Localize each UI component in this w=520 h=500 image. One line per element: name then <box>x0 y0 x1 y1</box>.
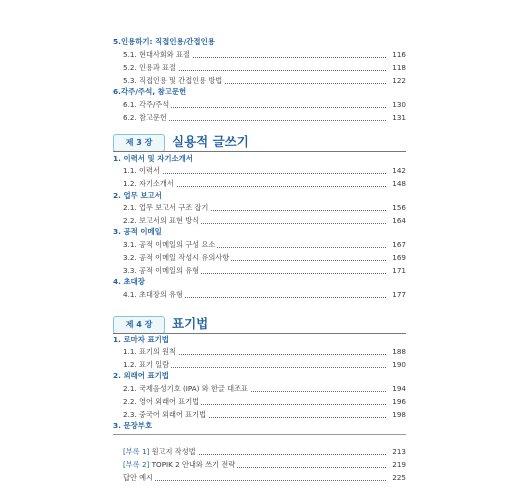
appendix-title: 답안 예시 <box>123 473 154 482</box>
toc-entry[interactable] <box>123 360 406 370</box>
entry-title: 1.1. 이력서 <box>123 166 160 175</box>
section-heading: 3. 문장부호 <box>113 421 153 430</box>
chapter-4-header <box>113 315 406 335</box>
entry-page: 188 <box>392 347 406 356</box>
entry-title: 5.3. 직접인용 및 간접인용 방법 <box>123 76 223 85</box>
entry-page: 169 <box>392 253 406 262</box>
entry-title <box>123 460 237 470</box>
toc-entry[interactable] <box>123 63 406 73</box>
chapter-title: 실용적 글쓰기 <box>172 134 249 149</box>
entry-page: 131 <box>392 113 406 122</box>
entry-title: 3.2. 공적 이메일 작성시 유의사항 <box>123 253 230 262</box>
entry-page: 194 <box>392 384 406 393</box>
entry-title <box>123 473 155 483</box>
chapter-badge: 제 4 장 <box>113 316 165 334</box>
entry-page: 156 <box>392 203 406 212</box>
toc-entry[interactable] <box>123 384 406 394</box>
chapter-divider <box>113 151 406 152</box>
chapter-title: 표기법 <box>172 316 209 331</box>
dot-leader <box>123 173 386 174</box>
section-heading: 1. 이력서 및 자기소개서 <box>113 154 193 163</box>
entry-title: 3.1. 공적 이메일의 구성 요소 <box>123 240 216 249</box>
entry-page: 142 <box>392 166 406 175</box>
chapter-badge: 제 3 장 <box>113 134 165 152</box>
entry-page: 118 <box>392 63 406 72</box>
entry-page: 148 <box>392 179 406 188</box>
entry-title: 1.1. 표기의 원칙 <box>123 347 177 356</box>
entry-title: 2.1. 국제음성기호 (IPA) 와 한글 대조표 <box>123 384 248 393</box>
entry-title: 1.2. 자기소개서 <box>123 179 174 188</box>
entry-title: 1.2. 표기 일람 <box>123 360 170 369</box>
toc-entry[interactable] <box>123 100 406 110</box>
entry-title: 6.1. 각주/주석 <box>123 100 170 109</box>
entry-title: 3.3. 공적 이메일의 유형 <box>123 266 200 275</box>
entry-page: 196 <box>392 397 406 406</box>
entry-page: 116 <box>392 50 406 59</box>
entry-page: 171 <box>392 266 406 275</box>
appendix-tag: [부록 2] <box>123 460 150 469</box>
entry-title <box>123 447 198 457</box>
toc-entry[interactable] <box>123 460 406 470</box>
entry-page: 164 <box>392 216 406 225</box>
toc-entry[interactable] <box>123 290 406 300</box>
entry-page: 167 <box>392 240 406 249</box>
entry-page: 130 <box>392 100 406 109</box>
entry-page: 190 <box>392 360 406 369</box>
toc-entry[interactable] <box>123 179 406 189</box>
entry-page: 225 <box>392 473 406 482</box>
toc-entry[interactable] <box>123 447 406 457</box>
toc-entry[interactable] <box>123 240 406 250</box>
toc-entry[interactable] <box>123 50 406 60</box>
appendix-title: 원고지 작성법 <box>149 447 196 456</box>
entry-title: 5.1. 현대사회와 표절 <box>123 50 190 59</box>
chapter-divider <box>113 333 406 334</box>
section-heading: 5.인용하기: 직접인용/간접인용 <box>113 37 215 46</box>
appendix-title: TOPIK 2 안내와 쓰기 전략 <box>149 460 236 469</box>
toc-entry[interactable] <box>123 266 406 276</box>
toc-entry[interactable] <box>123 113 406 123</box>
toc-entry[interactable] <box>123 253 406 263</box>
entry-page: 198 <box>392 410 406 419</box>
section-heading: 3. 공적 이메일 <box>113 227 162 236</box>
entry-page: 177 <box>392 290 406 299</box>
entry-title: 5.2. 인용과 표절 <box>123 63 177 72</box>
toc-entry[interactable] <box>123 166 406 176</box>
section-heading: 6.각주/주석, 참고문헌 <box>113 87 187 96</box>
toc-entry[interactable] <box>123 216 406 226</box>
toc-entry[interactable] <box>123 397 406 407</box>
appendix-divider <box>113 434 406 435</box>
section-heading: 2. 외래어 표기법 <box>113 371 169 380</box>
entry-title: 6.2. 참고문헌 <box>123 113 167 122</box>
entry-title: 2.3. 중국어 외래어 표기법 <box>123 410 207 419</box>
dot-leader <box>123 480 386 481</box>
entry-title: 2.2. 영어 외래어 표기법 <box>123 397 200 406</box>
toc-entry[interactable] <box>123 76 406 86</box>
entry-title: 2.1. 업무 보고서 구조 잡기 <box>123 203 209 212</box>
toc-entry[interactable] <box>123 347 406 357</box>
section-heading: 1. 로마자 표기법 <box>113 335 169 344</box>
entry-page: 219 <box>392 460 406 469</box>
toc-entry[interactable] <box>123 410 406 420</box>
entry-title: 4.1. 초대장의 유형 <box>123 290 183 299</box>
chapter-3-header <box>113 133 406 153</box>
toc-entry[interactable] <box>123 203 406 213</box>
section-heading: 2. 업무 보고서 <box>113 191 162 200</box>
entry-page: 122 <box>392 76 406 85</box>
appendix-tag: [부록 1] <box>123 447 150 456</box>
section-heading: 4. 초대장 <box>113 277 145 286</box>
entry-title: 2.2. 보고서의 표현 방식 <box>123 216 200 225</box>
toc-entry[interactable] <box>123 473 406 483</box>
entry-page: 213 <box>392 447 406 456</box>
